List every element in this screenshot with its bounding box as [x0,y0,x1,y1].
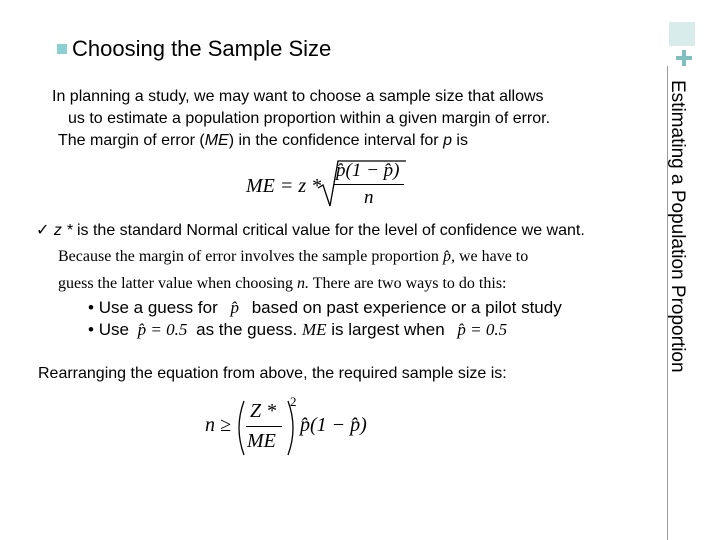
me-formula-denom: n [364,187,374,208]
intro-p: p [443,132,452,149]
intro-line-3-a: The margin of error ( [58,132,205,149]
way-2-math: p̂ = 0.5 [137,320,188,339]
n-formula-rhs: p̂(1 − p̂) [300,414,367,436]
me-fraction-bar [334,184,404,185]
side-title: Estimating a Population Proportion [667,80,688,373]
accent-block [669,22,695,46]
intro-line-1: In planning a study, we may want to choose a sample size that allows [52,88,544,105]
n-frac-bottom: ME [247,430,276,452]
way-2-me: ME [301,320,327,339]
check-note-text: is the standard Normal critical value for the level of confidence we want. [72,222,585,239]
way-item-2 [88,320,507,340]
because-line-2-end: There are two ways to do this: [312,275,507,292]
way-2-post2: is largest when [331,320,445,339]
because-line-1-text: Because the margin of error involves the sample proportion [58,248,439,265]
intro-line-3 [52,130,550,152]
way-1-math: p̂ [230,298,239,317]
intro-line-2: us to estimate a population proportion within a given margin of error. [68,110,551,127]
bullet-icon: • [88,298,94,317]
bullet-icon: • [88,320,94,339]
check-note-z: z * [53,222,73,239]
way-2-pre: Use [98,320,129,339]
n-formula-lhs: n ≥ [205,414,231,436]
way-1-post: based on past experience or a pilot study [251,298,562,317]
because-line-1-end: we have to [458,248,529,265]
way-1-pre: Use a guess for [98,298,218,317]
n-fraction-bar [246,426,282,427]
check-mark-icon: ✓ [36,222,50,239]
n-exponent: 2 [290,394,297,409]
way-item-1 [88,298,562,318]
intro-me: ME [204,132,229,149]
slide-title: Choosing the Sample Size [72,36,332,61]
because-n: n. [297,275,310,292]
intro-paragraph [52,86,550,152]
intro-line-3-b: ) in the confidence interval for [228,132,444,149]
rearranging-text: Rearranging the equation from above, the required sample size is: [38,365,507,382]
way-2-post: as the guess. [196,320,298,339]
me-formula-numer: p̂(1 − p̂) [336,160,400,181]
way-2-math2: p̂ = 0.5 [457,320,508,339]
because-line-1 [58,248,528,266]
n-frac-top: Z * [250,400,277,422]
intro-line-3-c: is [451,132,468,149]
check-note [36,220,585,240]
because-line-2 [58,275,507,293]
me-formula-lhs: ME = z * [246,175,322,197]
because-line-2-text: guess the latter value when choosing [58,275,294,292]
because-phat: p̂, [442,248,455,265]
title-bullet-icon [57,44,67,54]
plus-icon [676,50,692,66]
